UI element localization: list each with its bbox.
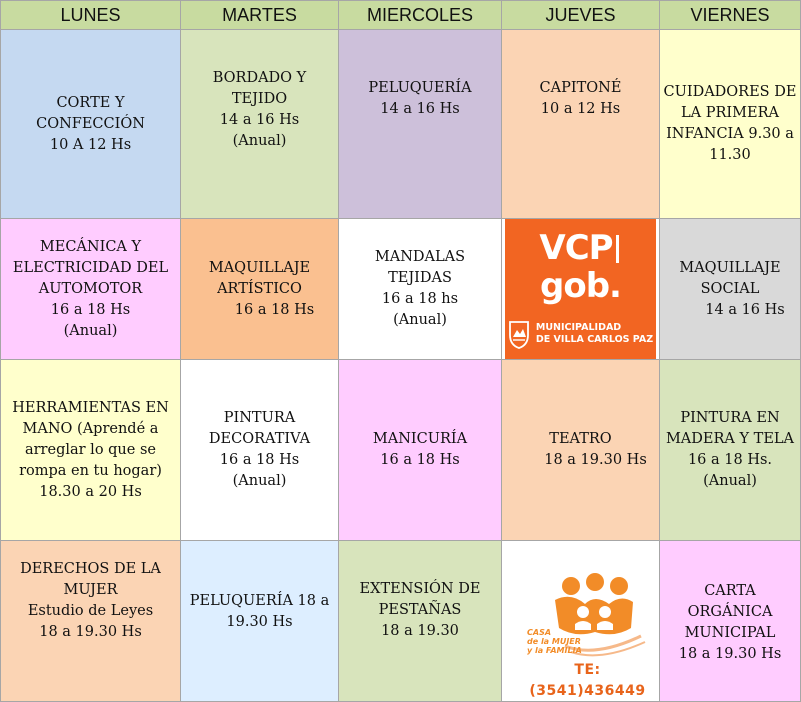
class-cell-peluqueria-tarde xyxy=(181,541,339,702)
class-title: PESTAÑAS xyxy=(378,602,462,618)
casa-mujer-familia-logo xyxy=(505,566,656,699)
class-time: 18.30 a 20 Hs xyxy=(39,483,142,500)
class-title: arreglar lo que se xyxy=(24,441,156,458)
casa-mujer-label: CASA de la MUJER y la FAMILIA xyxy=(527,628,582,655)
class-time: 16 a 18 Hs xyxy=(50,301,131,318)
class-cell-bordado-tejido xyxy=(181,30,339,219)
casa-phone-number: TE:(3541)436449 xyxy=(529,662,646,699)
class-note: (Anual) xyxy=(63,322,118,339)
day-header-martes: MARTES xyxy=(181,1,339,30)
class-cell-extension-pestanas xyxy=(339,541,502,702)
class-time: 16 a 18 Hs xyxy=(234,301,315,318)
class-time: 18 a 19.30 Hs xyxy=(678,646,782,662)
vcp-gob-logo-cell xyxy=(502,219,660,360)
class-title: PELUQUERÍA 18 a xyxy=(189,593,330,609)
class-time: 14 a 16 Hs xyxy=(705,301,785,318)
schedule-row-1 xyxy=(1,30,801,219)
class-cell-pintura-decorativa xyxy=(181,360,339,541)
class-title: SOCIAL xyxy=(700,280,760,297)
class-time: 18 a 19.30 xyxy=(381,623,459,639)
crest-icon xyxy=(508,319,530,349)
class-cell-mecanica-automotor xyxy=(1,219,181,360)
class-time: 18 a 19.30 Hs xyxy=(39,624,142,640)
class-time: 16 a 18 Hs. xyxy=(687,452,773,468)
class-title: INFANCIA 9.30 a xyxy=(666,126,794,142)
class-title: ARTÍSTICO xyxy=(217,280,302,297)
class-title: MANO (Aprendé a xyxy=(22,420,159,437)
class-title: MANICURÍA xyxy=(372,431,468,447)
schedule-row-2 xyxy=(1,219,801,360)
municipalidad-label xyxy=(508,319,653,349)
class-note: (Anual) xyxy=(393,312,447,328)
class-title: HERRAMIENTAS EN xyxy=(12,399,169,416)
class-cell-manicuria xyxy=(339,360,502,541)
class-note: (Anual) xyxy=(232,473,287,489)
casa-mujer-logo-cell xyxy=(502,541,660,702)
class-title: LA PRIMERA xyxy=(681,105,779,121)
class-title: BORDADO Y TEJIDO xyxy=(212,70,307,107)
class-cell-capitone xyxy=(502,30,660,219)
day-header-lunes: LUNES xyxy=(1,1,181,30)
schedule-row-3 xyxy=(1,360,801,541)
day-header-jueves: JUEVES xyxy=(502,1,660,30)
class-cell-cuidadores-infancia xyxy=(660,30,801,219)
day-header-row xyxy=(1,1,801,30)
class-title: ELECTRICIDAD DEL xyxy=(12,259,169,276)
class-title: MECÁNICA Y xyxy=(39,238,142,255)
class-title: PINTURA EN xyxy=(680,410,780,426)
class-time: 18 a 19.30 Hs xyxy=(544,452,647,468)
class-cell-mandalas-tejidas xyxy=(339,219,502,360)
vcp-gob-wordmark: VCPgob. xyxy=(539,228,621,306)
class-cell-pintura-madera-tela xyxy=(660,360,801,541)
class-title: PINTURA xyxy=(223,410,296,426)
class-title: CUIDADORES DE xyxy=(663,84,797,100)
class-time: 10 a 12 Hs xyxy=(540,101,621,117)
class-title: CAPITONÉ xyxy=(539,80,622,96)
day-header-miercoles: MIERCOLES xyxy=(339,1,502,30)
class-title: MADERA Y TELA xyxy=(665,431,795,447)
schedule-row-4 xyxy=(1,541,801,702)
vcp-gob-logo xyxy=(505,219,656,359)
municipalidad-line-1: MUNICIPALIDAD xyxy=(535,322,622,333)
class-cell-teatro xyxy=(502,360,660,541)
class-note: (Anual) xyxy=(232,133,287,149)
class-subtitle: Estudio de Leyes xyxy=(27,603,154,619)
class-cell-peluqueria xyxy=(339,30,502,219)
class-title: AUTOMOTOR xyxy=(38,280,143,297)
class-cell-carta-organica xyxy=(660,541,801,702)
class-cell-maquillaje-artistico xyxy=(181,219,339,360)
class-title: EXTENSIÓN DE xyxy=(359,581,481,597)
class-title: CARTA ORGÁNICA xyxy=(687,583,773,620)
class-title: TEATRO xyxy=(549,431,612,447)
class-time: 16 a 18 Hs xyxy=(219,452,300,468)
class-time: 10 A 12 Hs xyxy=(49,136,132,153)
class-time: 16 a 18 Hs xyxy=(380,452,460,468)
class-title: MANDALAS TEJIDAS xyxy=(374,249,466,286)
class-title: DERECHOS DE LA xyxy=(20,561,161,577)
class-title: MUNICIPAL xyxy=(684,625,776,641)
class-title: PELUQUERÍA xyxy=(368,80,472,96)
class-cell-herramientas-en-mano xyxy=(1,360,181,541)
day-header-viernes: VIERNES xyxy=(660,1,801,30)
class-cell-corte-confeccion xyxy=(1,30,181,219)
class-time: 16 a 18 hs xyxy=(381,291,459,307)
municipalidad-line-2: DE VILLA CARLOS PAZ xyxy=(535,334,654,345)
class-title: CORTE Y CONFECCIÓN xyxy=(36,94,145,132)
class-cell-derechos-mujer xyxy=(1,541,181,702)
class-title: DECORATIVA xyxy=(208,431,311,447)
class-title: MAQUILLAJE xyxy=(679,259,781,276)
class-time: 19.30 Hs xyxy=(226,614,293,630)
class-note: (Anual) xyxy=(703,473,757,489)
class-title: MAQUILLAJE xyxy=(208,259,311,276)
class-time: 11.30 xyxy=(709,147,751,163)
class-title: MUJER xyxy=(63,582,118,598)
class-cell-maquillaje-social xyxy=(660,219,801,360)
class-title: rompa en tu hogar) xyxy=(19,462,162,479)
class-time: 14 a 16 Hs xyxy=(380,101,460,117)
class-time: 14 a 16 Hs xyxy=(219,112,300,128)
